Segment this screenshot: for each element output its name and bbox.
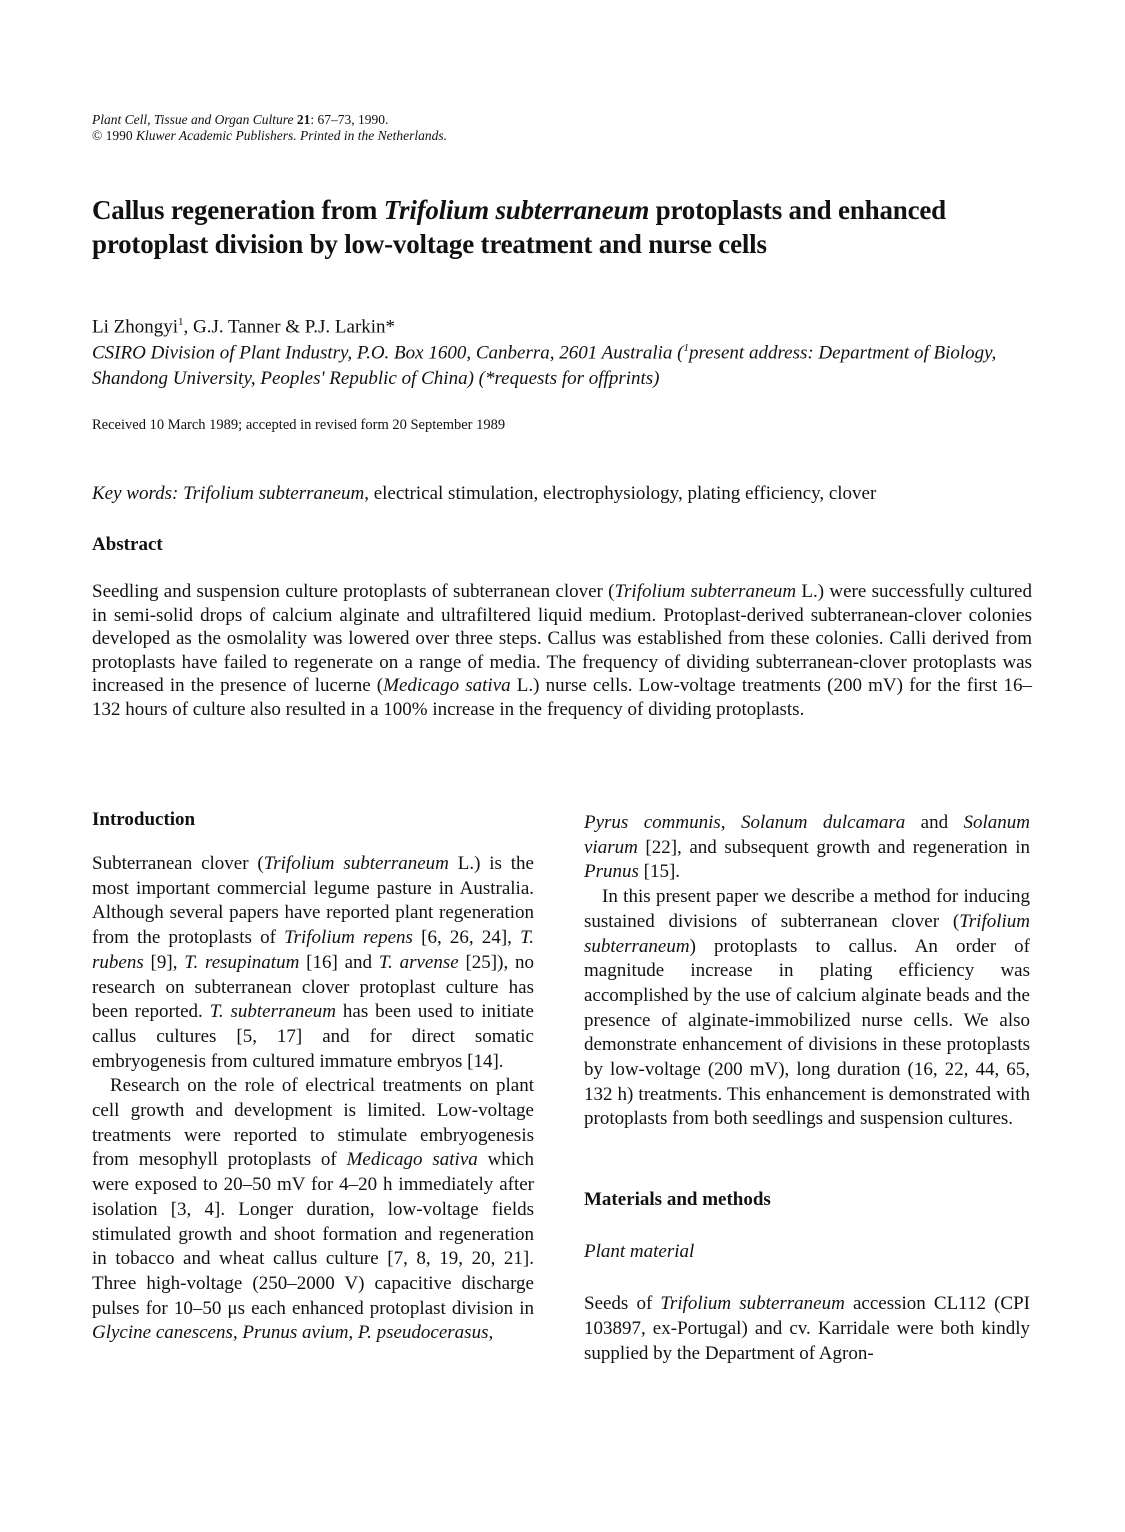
methods-heading: Materials and methods <box>584 1189 771 1211</box>
intro-paragraph-1: Subterranean clover (Trifolium subterraneum L.) is the most important commercial legume pasture in Australia. Although several papers have reported plant regeneration from the protoplasts of Trifolium repens [6, 26, 24], T. rubens [9], T. resupinatum [16] and T. arvense [25]), no research on subterranean clover protoplast culture has been reported. T. subterraneum has been used to initiate callus cultures [5, 17] and for direct somatic embryogenesis from cultured immature embryos [14]. <box>92 853 535 1072</box>
journal-volume: 21 <box>296 112 311 127</box>
journal-header <box>92 112 447 144</box>
abstract-text: Seedling and suspension culture protoplasts of subterranean clover (Trifolium subterraneum L.) were successfully cultured in semi-solid drops of calcium alginate and ultrafiltered liquid medium. Protoplast-derived subterranean-clover colonies developed as the osmolality was lowered over three steps. Callus was established from these colonies. Calli derived from protoplasts have failed to regenerate on a range of media. The frequency of dividing subterranean-clover protoplasts was increased in the presence of lucerne (Medicago sativa L.) nurse cells. Low-voltage treatments (200 mV) for the first 16–132 hours of culture also resulted in a 100% increase in the frequency of dividing protoplasts. <box>92 581 1032 720</box>
author-list: Li Zhongyi$^1$, G.J. Tanner & P.J. Larkin* <box>92 316 396 338</box>
copyright-symbol: © <box>92 128 103 143</box>
title-species: Trifolium subterraneum <box>383 195 650 225</box>
received-dates: Received 10 March 1989; accepted in revised form 20 September 1989 <box>92 417 506 433</box>
plant-material-paragraph: Seeds of Trifolium subterraneum accession CL112 (CPI 103897, ex-Portugal) and cv. Karridale were both kindly supplied by the Department of Agron- <box>584 1293 1030 1364</box>
right-column <box>584 811 1030 1366</box>
author-others: , G.J. Tanner & P.J. Larkin* <box>183 316 396 338</box>
publisher-line: Kluwer Academic Publishers. Printed in the Netherlands. <box>136 128 447 143</box>
journal-copyright <box>92 128 447 144</box>
author-first: Li Zhongyi <box>92 316 179 338</box>
copyright-year: 1990 <box>105 128 133 143</box>
abstract-heading: Abstract <box>92 534 163 555</box>
keywords-label: Key words: <box>92 483 179 504</box>
affiliation: CSIRO Division of Plant Industry, P.O. Box 1600, Canberra, 2601 Australia ($^1$present address: Department of Biology, Shandong University, Peoples' Republic of China) (*requests for offprints) <box>92 342 997 390</box>
plant-material-heading: Plant material <box>584 1241 695 1263</box>
intro-paragraph-2: Research on the role of electrical treatments on plant cell growth and development is limited. Low-voltage treatments were reported to stimulate embryogenesis from mesophyll protoplasts of Medicago sativa which were exposed to 20–50 mV for 4–20 h immediately after isolation [3, 4]. Longer duration, low-voltage fields stimulated growth and shoot formation and regeneration in tobacco and wheat callus culture [7, 8, 19, 20, 21]. Three high-voltage (250–2000 V) capacitive discharge pulses for 10–50 μs each enhanced protoplast division in Glycine canescens, Prunus avium, P. pseudocerasus, <box>92 1075 535 1344</box>
journal-name: Plant Cell, Tissue and Organ Culture <box>92 112 294 127</box>
journal-citation <box>92 112 447 128</box>
introduction-heading: Introduction <box>92 809 196 830</box>
intro-paragraph-3: In this present paper we describe a method for inducing sustained divisions of subterranean clover (Trifolium subterraneum) protoplasts to callus. An order of magnitude increase in plating efficiency was accomplished by the use of calcium alginate beads and the presence of alginate-immobilized nurse cells. We also demonstrate enhancement of divisions in these protoplasts by low-voltage (200 mV), long duration (16, 22, 44, 65, 132 h) treatments. This enhancement is demonstrated with protoplasts from both seedlings and suspension cultures. <box>584 886 1030 1130</box>
journal-pages: : 67–73, 1990. <box>310 112 389 127</box>
intro-paragraph-2-continued: Pyrus communis, Solanum dulcamara and Solanum viarum [22], and subsequent growth and regeneration in Prunus [15]. <box>584 812 1030 883</box>
left-column <box>92 808 534 1346</box>
keywords: Key words: Trifolium subterraneum, electrical stimulation, electrophysiology, plating efficiency, clover <box>92 483 877 504</box>
paper-title: Callus regeneration from Trifolium subterraneum protoplasts and enhanced protoplast division by low-voltage treatment and nurse cells <box>92 195 946 259</box>
